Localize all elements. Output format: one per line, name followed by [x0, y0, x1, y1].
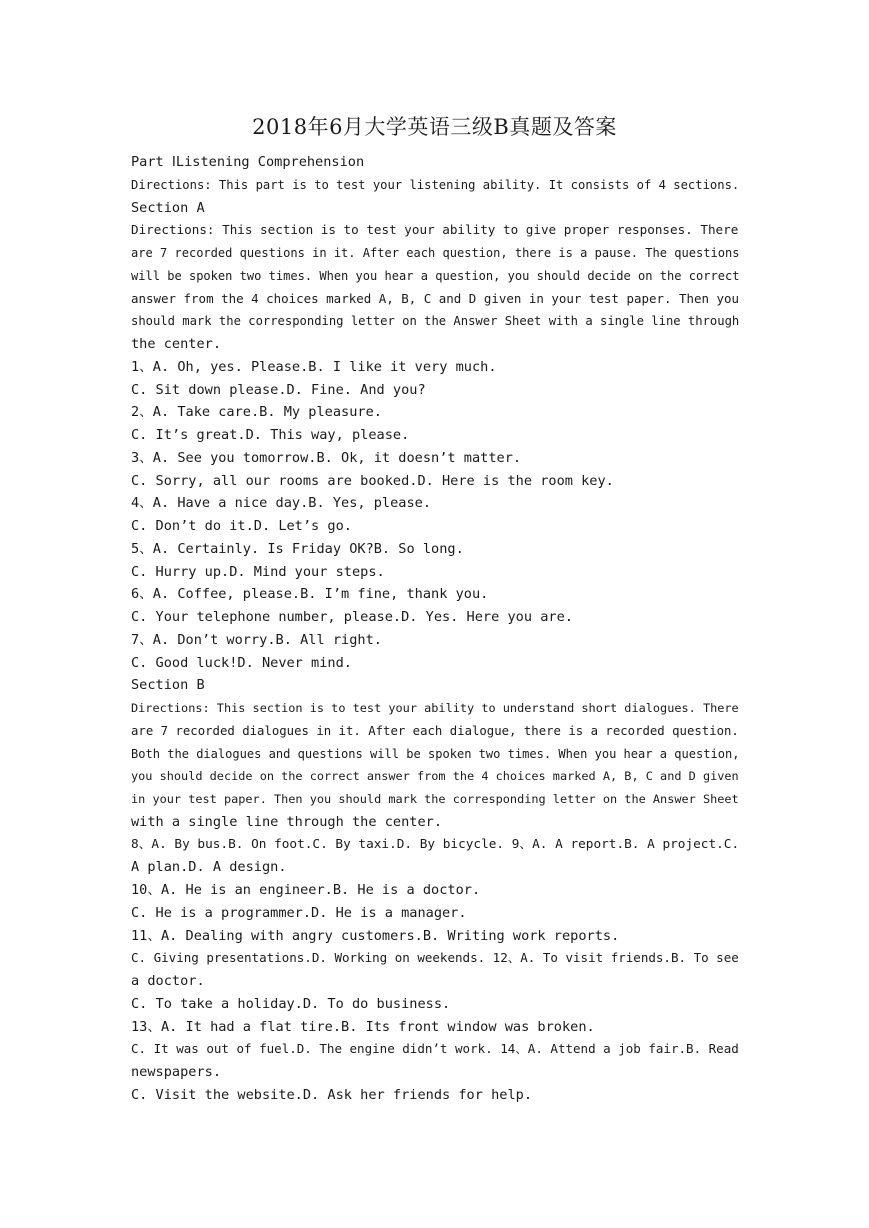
- text-line: 11、A. Dealing with angry customers.B. Writing work reports.: [131, 927, 620, 944]
- text-line: Directions: This part is to test your listening ability. It consists of 4 sections.: [131, 177, 739, 192]
- text-line: Both the dialogues and questions will be spoken two times. When you hear a question,: [131, 746, 739, 761]
- text-line: 6、A. Coffee, please.B. I’m fine, thank you.: [131, 586, 489, 603]
- text-line: 13、A. It had a flat tire.B. Its front window was broken.: [131, 1018, 595, 1035]
- text-line: are 7 recorded questions in it. After each question, there is a pause. The questions: [131, 246, 739, 260]
- text-line: 4、A. Have a nice day.B. Yes, please.: [131, 495, 432, 512]
- text-line: 8、A. By bus.B. On foot.C. By taxi.D. By bicycle. 9、A. A report.B. A project.C.: [131, 836, 739, 852]
- text-line: C. To take a holiday.D. To do business.: [131, 995, 451, 1012]
- text-line: the center.: [131, 336, 222, 352]
- text-line: C. Good luck!D. Never mind.: [131, 654, 352, 671]
- text-line: A plan.D. A design.: [131, 859, 287, 876]
- text-line: C. It’s great.D. This way, please.: [131, 427, 410, 443]
- text-line: should mark the corresponding letter on the Answer Sheet with a single line through: [131, 314, 739, 329]
- text-line: Section A: [131, 199, 205, 216]
- text-line: C. Your telephone number, please.D. Yes. Here you are.: [131, 609, 573, 625]
- text-line: 1、A. Oh, yes. Please.B. I like it very much.: [131, 358, 497, 375]
- text-line: answer from the 4 choices marked A, B, C and D given in your test paper. Then you: [131, 290, 739, 306]
- text-line: C. It was out of fuel.D. The engine didn’t work. 14、A. Attend a job fair.B. Read: [131, 1041, 739, 1057]
- text-line: Directions: This section is to test your ability to understand short dialogues. There: [131, 701, 739, 715]
- text-line: Directions: This section is to test your ability to give proper responses. There: [131, 222, 739, 238]
- text-line: C. Sorry, all our rooms are booked.D. Here is the room key.: [131, 472, 614, 489]
- text-line: 10、A. He is an engineer.B. He is a doctor.: [131, 882, 481, 898]
- text-line: in your test paper. Then you should mark the corresponding letter on the Answer Sheet: [131, 792, 739, 806]
- text-line: C. Visit the website.D. Ask her friends for help.: [131, 1086, 533, 1103]
- text-line: C. Don’t do it.D. Let’s go.: [131, 518, 352, 534]
- text-line: with a single line through the center.: [131, 813, 442, 830]
- document-body: [131, 151, 739, 1107]
- text-line: will be spoken two times. When you hear a question, you should decide on the correct: [131, 268, 739, 283]
- text-line: 7、A. Don’t worry.B. All right.: [131, 631, 382, 648]
- text-line: you should decide on the correct answer from the 4 choices marked A, B, C and D given: [131, 769, 739, 784]
- text-line: 2、A. Take care.B. My pleasure.: [131, 404, 382, 421]
- text-line: C. Sit down please.D. Fine. And you?: [131, 381, 426, 398]
- text-line: C. Giving presentations.D. Working on weekends. 12、A. To visit friends.B. To see: [131, 950, 739, 966]
- text-line: C. He is a programmer.D. He is a manager.: [131, 904, 467, 921]
- text-line: a doctor.: [131, 973, 205, 989]
- text-line: Section B: [131, 677, 205, 694]
- text-line: newspapers.: [131, 1064, 222, 1080]
- text-line: C. Hurry up.D. Mind your steps.: [131, 563, 385, 580]
- text-line: 5、A. Certainly. Is Friday OK?B. So long.: [131, 540, 464, 557]
- document-title: 2018年6月大学英语三级B真题及答案: [252, 115, 617, 139]
- text-line: are 7 recorded dialogues in it. After each dialogue, there is a recorded question.: [131, 723, 739, 738]
- text-line: Part ⅠListening Comprehension: [131, 154, 365, 170]
- text-line: 3、A. See you tomorrow.B. Ok, it doesn’t matter.: [131, 449, 522, 466]
